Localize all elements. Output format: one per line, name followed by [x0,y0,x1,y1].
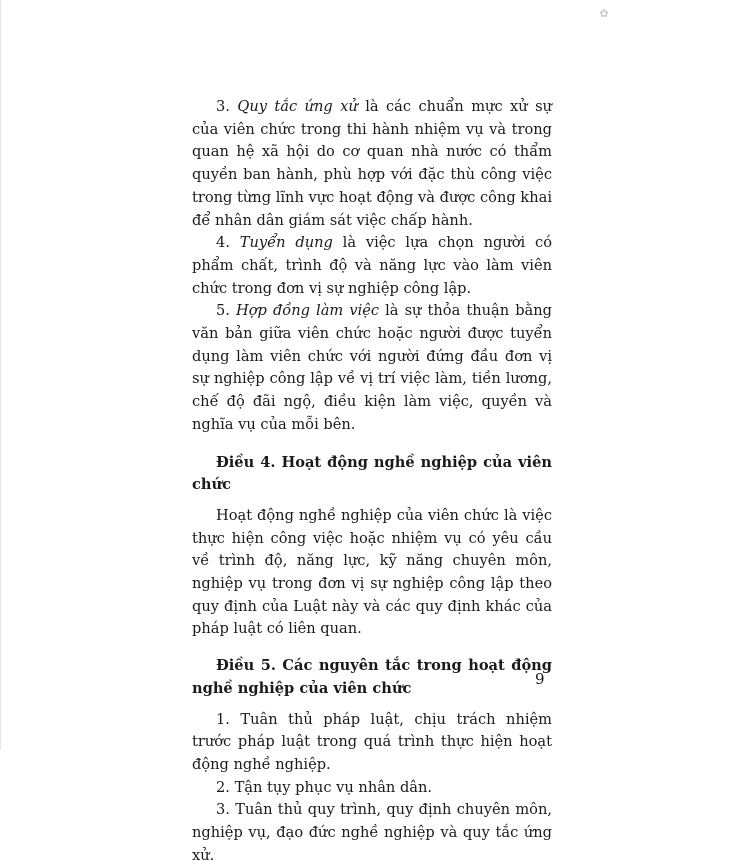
definition-text: là sự thỏa thuận bằng văn bản giữa viên chức hoặc người được tuyển dụng làm viên chức với người đứng đầu đơn vị sự nghiệp công lập về vị trí việc làm, tiền lương, chế độ đãi ngộ, điều kiện làm việc, quyền và nghĩa vụ của mỗi bên. [192,302,552,433]
defined-term: Tuyển dụng [239,234,333,252]
article-4-heading: Điều 4. Hoạt động nghề nghiệp của viên chức [192,453,552,494]
defined-term: Hợp đồng làm việc [236,302,380,320]
flower-icon: ✿ [599,7,609,20]
page-text [192,96,552,868]
definition-paragraph-3 [192,96,552,232]
article-4-body: Hoạt động nghề nghiệp của viên chức là việc thực hiện công việc hoặc nhiệm vụ có yêu cầu về trình độ, năng lực, kỹ năng chuyên môn, nghiệp vụ trong đơn vị sự nghiệp công lập theo quy định của Luật này và các quy định khác của pháp luật có liên quan. [192,506,552,638]
definition-paragraph-5 [192,300,552,436]
definition-text: là các chuẩn mực xử sự của viên chức trong thi hành nhiệm vụ và trong quan hệ xã hội do cơ quan nhà nước có thẩm quyền ban hành, phù hợp với đặc thù công việc trong từng lĩnh vực hoạt động và được công khai để nhân dân giám sát việc chấp hành. [192,98,552,229]
defined-term: Quy tắc ứng xử [237,98,358,115]
page-number: 9 [535,670,545,688]
paragraph-number: 4. [216,234,240,252]
definition-text: là việc lựa chọn người có phẩm chất, trình độ và năng lực vào làm viên chức trong đơn vị sự nghiệp công lập. [192,234,552,297]
definition-paragraph-4 [192,232,552,300]
paragraph-number: 5. [216,302,237,320]
article-5-item-3: 3. Tuân thủ quy trình, quy định chuyên môn, nghiệp vụ, đạo đức nghề nghiệp và quy tắc ứng xử. [192,801,552,864]
article-5-item-2: 2. Tận tụy phục vụ nhân dân. [216,778,433,796]
page-edge [0,0,1,750]
article-5-item-1: 1. Tuân thủ pháp luật, chịu trách nhiệm trước pháp luật trong quá trình thực hiện hoạt động nghề nghiệp. [192,710,552,773]
article-5-heading: Điều 5. Các nguyên tắc trong hoạt động nghề nghiệp của viên chức [192,657,552,697]
paragraph-number: 3. [216,98,238,115]
